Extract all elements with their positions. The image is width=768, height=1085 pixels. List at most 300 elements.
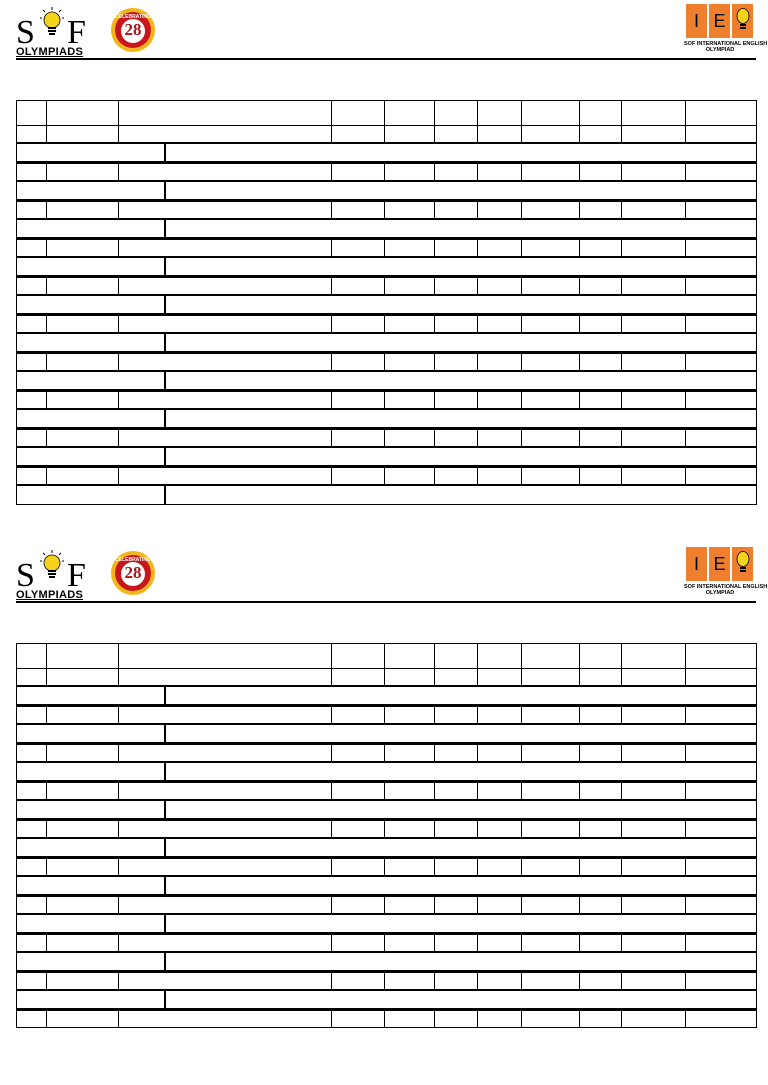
col-divider — [685, 745, 686, 761]
col-divider — [118, 316, 119, 332]
badge-caption: CELEBRATING — [115, 557, 151, 563]
col-divider — [579, 164, 580, 180]
ieo-letter-i: I — [686, 547, 707, 581]
band-row — [16, 295, 757, 315]
table-row — [16, 972, 757, 990]
col-divider — [685, 164, 686, 180]
col-divider — [685, 644, 686, 668]
col-divider — [434, 745, 435, 761]
col-divider — [46, 783, 47, 799]
col-divider — [579, 644, 580, 668]
lightbulb-icon — [40, 550, 64, 580]
band-divider — [164, 182, 166, 199]
col-divider — [521, 126, 522, 142]
col-divider — [46, 973, 47, 989]
col-divider — [477, 935, 478, 951]
col-divider — [118, 202, 119, 218]
col-divider — [579, 392, 580, 408]
ieo-letter-e: E — [709, 547, 730, 581]
col-divider — [477, 973, 478, 989]
col-divider — [685, 240, 686, 256]
col-divider — [477, 1011, 478, 1027]
col-divider — [685, 669, 686, 685]
col-divider — [621, 316, 622, 332]
col-divider — [434, 859, 435, 875]
lightbulb-icon — [736, 551, 750, 575]
col-divider — [579, 316, 580, 332]
col-divider — [477, 202, 478, 218]
col-divider — [621, 468, 622, 484]
col-divider — [331, 240, 332, 256]
col-divider — [384, 354, 385, 370]
col-divider — [118, 745, 119, 761]
col-divider — [521, 897, 522, 913]
col-divider — [384, 669, 385, 685]
table-row — [16, 163, 757, 181]
col-divider — [579, 897, 580, 913]
col-divider — [434, 354, 435, 370]
col-divider — [621, 745, 622, 761]
col-divider — [331, 935, 332, 951]
col-divider — [331, 644, 332, 668]
col-divider — [384, 707, 385, 723]
ieo-letter-i: I — [686, 4, 707, 38]
col-divider — [331, 973, 332, 989]
col-divider — [46, 126, 47, 142]
col-divider — [685, 897, 686, 913]
col-divider — [579, 126, 580, 142]
col-divider — [621, 430, 622, 446]
header-rule — [16, 601, 756, 603]
col-divider — [685, 430, 686, 446]
col-divider — [384, 164, 385, 180]
col-divider — [434, 821, 435, 837]
col-divider — [685, 202, 686, 218]
col-divider — [46, 316, 47, 332]
col-divider — [579, 278, 580, 294]
band-divider — [164, 801, 166, 818]
col-divider — [434, 707, 435, 723]
page-2 — [0, 543, 768, 1085]
col-divider — [46, 859, 47, 875]
col-divider — [434, 101, 435, 125]
celebrating-28-badge — [106, 7, 160, 53]
col-divider — [46, 164, 47, 180]
col-divider — [621, 164, 622, 180]
col-divider — [477, 821, 478, 837]
table-row — [16, 353, 757, 371]
col-divider — [521, 783, 522, 799]
ieo-letter-o — [732, 547, 753, 581]
col-divider — [118, 935, 119, 951]
band-row — [16, 485, 757, 505]
col-divider — [384, 1011, 385, 1027]
col-divider — [384, 468, 385, 484]
col-divider — [434, 1011, 435, 1027]
col-divider — [579, 101, 580, 125]
col-divider — [384, 126, 385, 142]
col-divider — [521, 935, 522, 951]
col-divider — [579, 202, 580, 218]
col-divider — [477, 278, 478, 294]
col-divider — [579, 859, 580, 875]
col-divider — [331, 669, 332, 685]
ieo-caption-line1: SOF INTERNATIONAL ENGLISH — [684, 41, 768, 47]
col-divider — [579, 430, 580, 446]
band-divider — [164, 372, 166, 389]
sof-olympiads-logo — [16, 4, 96, 58]
col-divider — [579, 354, 580, 370]
col-divider — [521, 430, 522, 446]
band-row — [16, 762, 757, 782]
ieo-letter-e: E — [709, 4, 730, 38]
col-divider — [384, 316, 385, 332]
band-divider — [164, 763, 166, 780]
table-row — [16, 315, 757, 333]
col-divider — [384, 745, 385, 761]
col-divider — [331, 392, 332, 408]
col-divider — [434, 430, 435, 446]
col-divider — [621, 101, 622, 125]
col-divider — [521, 821, 522, 837]
table-row — [16, 125, 757, 143]
col-divider — [46, 821, 47, 837]
col-divider — [521, 468, 522, 484]
col-divider — [384, 101, 385, 125]
table-row — [16, 201, 757, 219]
col-divider — [621, 859, 622, 875]
col-divider — [331, 897, 332, 913]
col-divider — [384, 392, 385, 408]
ieo-caption-line2: OLYMPIAD — [705, 47, 735, 53]
col-divider — [46, 935, 47, 951]
col-divider — [621, 707, 622, 723]
col-divider — [46, 202, 47, 218]
col-divider — [434, 202, 435, 218]
band-divider — [164, 877, 166, 894]
col-divider — [521, 669, 522, 685]
col-divider — [331, 278, 332, 294]
col-divider — [521, 316, 522, 332]
col-divider — [331, 164, 332, 180]
col-divider — [331, 126, 332, 142]
col-divider — [434, 644, 435, 668]
header-rule — [16, 58, 756, 60]
col-divider — [685, 821, 686, 837]
col-divider — [434, 126, 435, 142]
col-divider — [331, 430, 332, 446]
table-row — [16, 896, 757, 914]
col-divider — [477, 745, 478, 761]
sof-letter-s: S — [16, 557, 36, 594]
col-divider — [685, 126, 686, 142]
col-divider — [46, 354, 47, 370]
col-divider — [118, 278, 119, 294]
col-divider — [434, 278, 435, 294]
col-divider — [384, 278, 385, 294]
col-divider — [434, 392, 435, 408]
col-divider — [579, 468, 580, 484]
col-divider — [384, 821, 385, 837]
table-row — [16, 429, 757, 447]
col-divider — [434, 468, 435, 484]
col-divider — [118, 126, 119, 142]
col-divider — [118, 821, 119, 837]
col-divider — [477, 430, 478, 446]
band-row — [16, 371, 757, 391]
col-divider — [477, 392, 478, 408]
band-row — [16, 143, 757, 163]
col-divider — [118, 859, 119, 875]
col-divider — [521, 745, 522, 761]
band-row — [16, 257, 757, 277]
col-divider — [521, 973, 522, 989]
band-divider — [164, 953, 166, 970]
table-row — [16, 706, 757, 724]
ieo-caption-line2: OLYMPIAD — [705, 590, 735, 596]
band-divider — [164, 991, 166, 1008]
page-header — [0, 543, 768, 603]
col-divider — [621, 669, 622, 685]
col-divider — [685, 354, 686, 370]
col-divider — [621, 392, 622, 408]
col-divider — [118, 897, 119, 913]
col-divider — [118, 1011, 119, 1027]
answer-grid — [16, 643, 757, 1028]
col-divider — [685, 783, 686, 799]
col-divider — [118, 354, 119, 370]
col-divider — [477, 859, 478, 875]
col-divider — [384, 897, 385, 913]
col-divider — [46, 897, 47, 913]
col-divider — [118, 644, 119, 668]
col-divider — [118, 973, 119, 989]
col-divider — [521, 240, 522, 256]
sof-letter-f: F — [67, 557, 87, 594]
table-row — [16, 782, 757, 800]
col-divider — [521, 101, 522, 125]
ieo-logo — [684, 547, 768, 601]
grid-header-row — [16, 100, 757, 125]
col-divider — [384, 783, 385, 799]
col-divider — [685, 859, 686, 875]
band-row — [16, 914, 757, 934]
band-row — [16, 724, 757, 744]
col-divider — [118, 669, 119, 685]
answer-grid — [16, 100, 757, 505]
badge-caption: CELEBRATING — [115, 14, 151, 20]
band-row — [16, 181, 757, 201]
band-row — [16, 838, 757, 858]
band-divider — [164, 258, 166, 275]
col-divider — [46, 669, 47, 685]
col-divider — [384, 644, 385, 668]
col-divider — [118, 392, 119, 408]
col-divider — [46, 430, 47, 446]
col-divider — [579, 669, 580, 685]
band-row — [16, 952, 757, 972]
col-divider — [384, 202, 385, 218]
grid-header-row — [16, 643, 757, 668]
col-divider — [477, 669, 478, 685]
col-divider — [46, 392, 47, 408]
col-divider — [331, 202, 332, 218]
table-row — [16, 820, 757, 838]
col-divider — [521, 707, 522, 723]
col-divider — [384, 240, 385, 256]
col-divider — [521, 392, 522, 408]
table-row — [16, 934, 757, 952]
band-row — [16, 990, 757, 1010]
band-divider — [164, 486, 166, 504]
col-divider — [685, 316, 686, 332]
olympiads-wordmark: OLYMPIADS — [16, 589, 84, 601]
col-divider — [434, 935, 435, 951]
band-divider — [164, 687, 166, 704]
col-divider — [621, 1011, 622, 1027]
sof-letter-f: F — [67, 14, 87, 51]
col-divider — [521, 202, 522, 218]
col-divider — [46, 101, 47, 125]
col-divider — [621, 240, 622, 256]
ieo-logo — [684, 4, 768, 58]
col-divider — [434, 316, 435, 332]
col-divider — [621, 126, 622, 142]
col-divider — [46, 1011, 47, 1027]
col-divider — [621, 278, 622, 294]
band-divider — [164, 915, 166, 932]
celebrating-28-badge — [106, 550, 160, 596]
col-divider — [477, 164, 478, 180]
col-divider — [384, 859, 385, 875]
band-divider — [164, 334, 166, 351]
band-divider — [164, 144, 166, 161]
col-divider — [434, 897, 435, 913]
col-divider — [621, 354, 622, 370]
table-row — [16, 467, 757, 485]
col-divider — [46, 644, 47, 668]
band-divider — [164, 410, 166, 427]
col-divider — [384, 973, 385, 989]
col-divider — [685, 468, 686, 484]
badge-number: 28 — [124, 20, 142, 39]
col-divider — [331, 468, 332, 484]
col-divider — [434, 164, 435, 180]
col-divider — [521, 644, 522, 668]
col-divider — [434, 973, 435, 989]
band-divider — [164, 296, 166, 313]
ieo-caption-line1: SOF INTERNATIONAL ENGLISH — [684, 584, 768, 590]
col-divider — [521, 278, 522, 294]
col-divider — [521, 164, 522, 180]
olympiads-wordmark: OLYMPIADS — [16, 46, 84, 58]
table-row — [16, 1010, 757, 1028]
col-divider — [621, 897, 622, 913]
col-divider — [477, 101, 478, 125]
col-divider — [46, 240, 47, 256]
col-divider — [521, 859, 522, 875]
col-divider — [331, 859, 332, 875]
col-divider — [579, 1011, 580, 1027]
col-divider — [118, 101, 119, 125]
col-divider — [331, 101, 332, 125]
col-divider — [118, 240, 119, 256]
band-divider — [164, 448, 166, 465]
col-divider — [477, 783, 478, 799]
band-row — [16, 333, 757, 353]
col-divider — [118, 430, 119, 446]
col-divider — [434, 669, 435, 685]
col-divider — [621, 783, 622, 799]
col-divider — [434, 240, 435, 256]
col-divider — [621, 644, 622, 668]
col-divider — [477, 468, 478, 484]
col-divider — [331, 745, 332, 761]
band-row — [16, 447, 757, 467]
col-divider — [477, 240, 478, 256]
table-row — [16, 858, 757, 876]
table-row — [16, 744, 757, 762]
col-divider — [384, 935, 385, 951]
col-divider — [477, 316, 478, 332]
band-row — [16, 800, 757, 820]
col-divider — [118, 164, 119, 180]
col-divider — [521, 1011, 522, 1027]
col-divider — [384, 430, 385, 446]
col-divider — [331, 821, 332, 837]
table-row — [16, 239, 757, 257]
col-divider — [685, 101, 686, 125]
ieo-letter-o — [732, 4, 753, 38]
col-divider — [46, 745, 47, 761]
sof-letter-s: S — [16, 14, 36, 51]
lightbulb-icon — [40, 7, 64, 37]
col-divider — [521, 354, 522, 370]
col-divider — [434, 783, 435, 799]
band-divider — [164, 725, 166, 742]
col-divider — [118, 468, 119, 484]
col-divider — [579, 821, 580, 837]
col-divider — [621, 935, 622, 951]
col-divider — [118, 783, 119, 799]
table-row — [16, 391, 757, 409]
col-divider — [331, 1011, 332, 1027]
band-divider — [164, 839, 166, 856]
col-divider — [477, 897, 478, 913]
col-divider — [685, 1011, 686, 1027]
col-divider — [331, 354, 332, 370]
col-divider — [621, 202, 622, 218]
col-divider — [477, 644, 478, 668]
col-divider — [685, 973, 686, 989]
col-divider — [579, 745, 580, 761]
lightbulb-icon — [736, 8, 750, 32]
col-divider — [331, 707, 332, 723]
col-divider — [685, 707, 686, 723]
band-row — [16, 219, 757, 239]
col-divider — [477, 354, 478, 370]
table-row — [16, 668, 757, 686]
col-divider — [331, 783, 332, 799]
col-divider — [579, 707, 580, 723]
col-divider — [477, 707, 478, 723]
sof-olympiads-logo — [16, 547, 96, 601]
band-row — [16, 686, 757, 706]
col-divider — [621, 821, 622, 837]
table-row — [16, 277, 757, 295]
col-divider — [685, 278, 686, 294]
col-divider — [579, 240, 580, 256]
